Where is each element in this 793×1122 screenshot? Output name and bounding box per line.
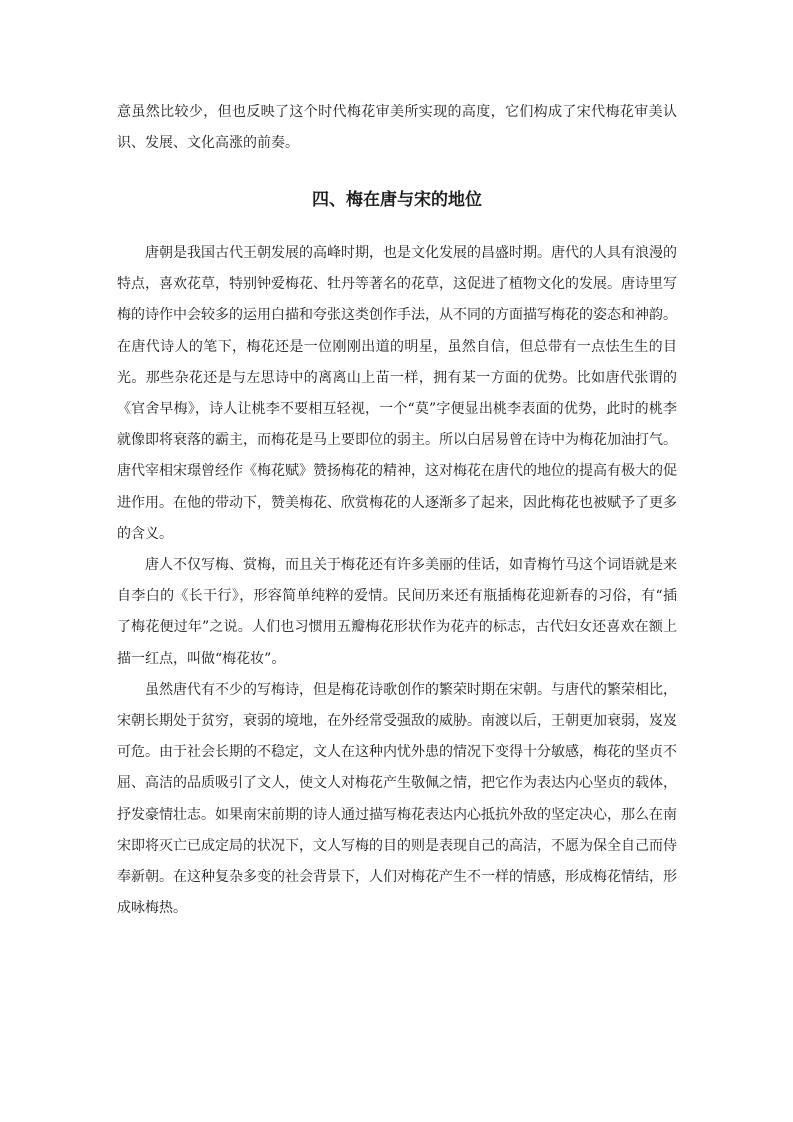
body-text-block [117, 238, 677, 924]
intro-paragraph: 意虽然比较少，但也反映了这个时代梅花审美所实现的高度，它们构成了宋代梅花审美认识、发展、文化高涨的前奏。 [117, 104, 677, 152]
body-paragraph-2: 唐人不仅写梅、赏梅，而且关于梅花还有许多美丽的佳话，如青梅竹马这个词语就是来自李白的《长干行》，形容简单纯粹的爱情。民间历来还有瓶插梅花迎新春的习俗，有“插了梅花便过年”之说。人们也习惯用五瓣梅花形状作为花卉的标志，古代妇女还喜欢在额上描一红点，叫做“梅花妆”。 [117, 557, 677, 667]
body-paragraph-3: 虽然唐代有不少的写梅诗，但是梅花诗歌创作的繁荣时期在宋朝。与唐代的繁荣相比，宋朝长期处于贫穷，衰弱的境地，在外经常受强敌的威胁。南渡以后，王朝更加衰弱，岌岌可危。由于社会长期的不稳定，文人在这种内忧外患的情况下变得十分敏感，梅花的坚贞不屈、高洁的品质吸引了文人，使文人对梅花产生敬佩之情，把它作为表达内心坚贞的载体，抒发豪情壮志。如果南宋前期的诗人通过描写梅花表达内心抵抗外敌的坚定决心，那么在南宋即将灭亡已成定局的状况下，文人写梅的目的则是表现自己的高洁，不愿为保全自己而侍奉新朝。在这种复杂多变的社会背景下，人们对梅花产生不一样的情感，形成梅花情结，形成咏梅热。 [117, 681, 677, 917]
section-heading: 四、梅在唐与宋的地位 [312, 190, 482, 210]
intro-text-block [117, 97, 677, 159]
body-paragraph-1: 唐朝是我国古代王朝发展的高峰时期，也是文化发展的昌盛时期。唐代的人具有浪漫的特点，喜欢花草，特别钟爱梅花、牡丹等著名的花草，这促进了植物文化的发展。唐诗里写梅的诗作中会较多的运用白描和夸张这类创作手法，从不同的方面描写梅花的姿态和神韵。在唐代诗人的笔下，梅花还是一位刚刚出道的明星，虽然自信，但总带有一点怯生生的目光。那些杂花还是与左思诗中的离离山上苗一样，拥有某一方面的优势。比如唐代张谓的《官舍早梅》，诗人让桃李不要相互轻视，一个“莫”字便显出桃李表面的优势，此时的桃李就像即将衰落的霸主，而梅花是马上要即位的弱主。所以白居易曾在诗中为梅花加油打气。唐代宰相宋璟曾经作《梅花赋》赞扬梅花的精神，这对梅花在唐代的地位的提高有极大的促进作用。在他的带动下，赞美梅花、欣赏梅花的人逐渐多了起来，因此梅花也被赋予了更多的含义。 [117, 245, 677, 542]
